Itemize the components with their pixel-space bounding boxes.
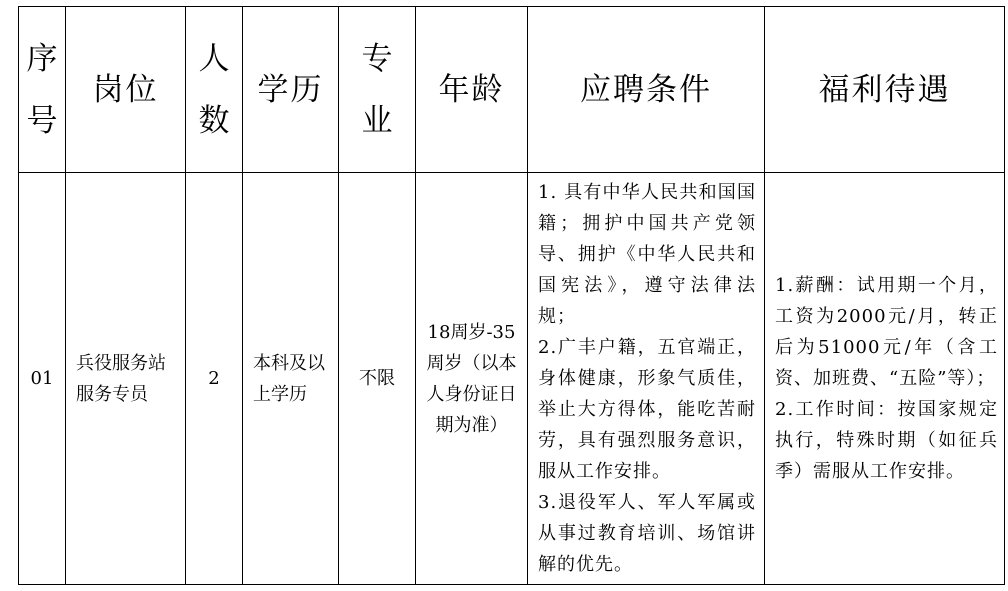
cell-age: 18周岁-35周岁（以本人身份证日期为准）: [416, 173, 528, 585]
header-major-line1: 专: [361, 40, 393, 77]
header-seq-line2: 号: [26, 102, 58, 139]
cell-position: 兵役服务站服务专员: [66, 173, 186, 585]
header-major: [339, 7, 416, 173]
header-seq: [19, 7, 66, 173]
benefit-item-1: 1.薪酬：试用期一个月，工资为2000元/月，转正后为51000元/年（含工资、加班费、“五险”等）；: [775, 275, 998, 389]
header-education: 学历: [243, 7, 339, 173]
header-benefits: 福利待遇: [765, 7, 1005, 173]
benefit-item-2: 2.工作时间：按国家规定执行，特殊时期（如征兵季）需服从工作安排。: [775, 399, 998, 482]
recruitment-table: [18, 6, 1005, 585]
table-row: [19, 173, 1005, 585]
header-count-line2: 数: [198, 102, 230, 139]
requirement-item-2: 2.广丰户籍，五官端正，身体健康，形象气质佳，举止大方得体，能吃苦耐劳，具有强烈服务意识，服从工作安排。: [538, 337, 756, 482]
cell-major: 不限: [339, 173, 416, 585]
cell-count: 2: [186, 173, 243, 585]
header-count: [186, 7, 243, 173]
cell-requirements: [528, 173, 765, 585]
header-count-line1: 人: [198, 40, 230, 77]
cell-seq: 01: [19, 173, 66, 585]
requirement-item-3: 3.退役军人、军人军属或从事过教育培训、场馆讲解的优先。: [538, 492, 756, 575]
header-position: 岗位: [66, 7, 186, 173]
header-requirements: 应聘条件: [528, 7, 765, 173]
cell-benefits: [765, 173, 1005, 585]
header-row: [19, 7, 1005, 173]
header-seq-line1: 序: [26, 40, 58, 77]
cell-education: 本科及以上学历: [243, 173, 339, 585]
requirement-item-1: 1. 具有中华人民共和国国籍；拥护中国共产党领导、拥护《中华人民共和国宪法》，遵守法律法规；: [538, 182, 756, 327]
header-major-line2: 业: [361, 102, 393, 139]
header-age: 年龄: [416, 7, 528, 173]
